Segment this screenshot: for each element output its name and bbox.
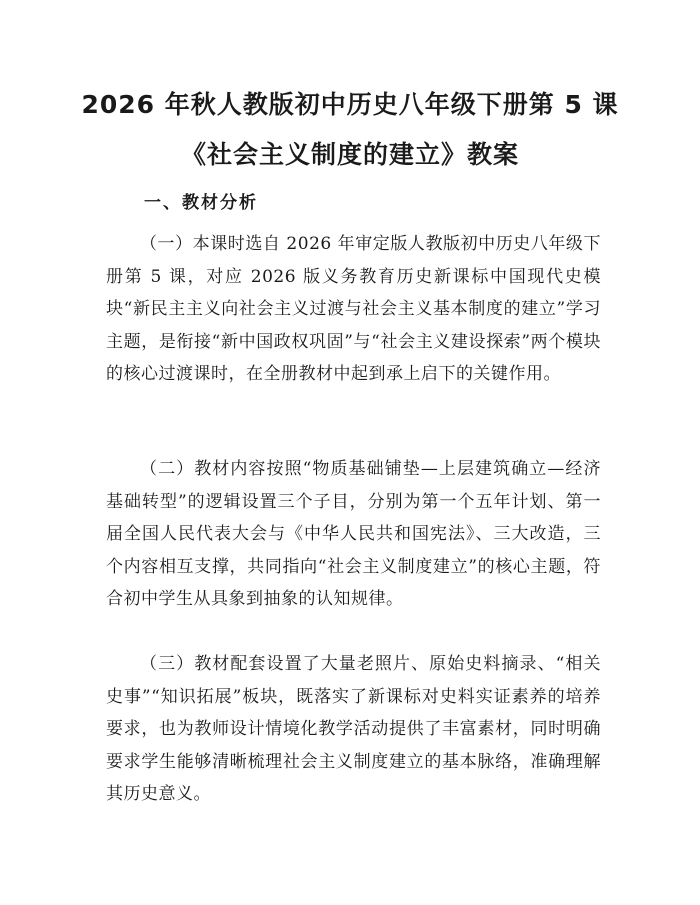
paragraph: （一）本课时选自 2026 年审定版人教版初中历史八年级下册第 5 课，对应 2026 版义务教育历史新课标中国现代史模块“新民主主义向社会主义过渡与社会主义基本制度的建立”学习主题，是衔接“新中国政权巩固”与“社会主义建设探索”两个模块的核心过渡课时，在全册教材中起到承上启下的关键作用。 [106,234,601,384]
paragraph: （二）教材内容按照“物质基础铺垫—上层建筑确立—经济基础转型”的逻辑设置三个子目，分别为第一个五年计划、第一届全国人民代表大会与《中华人民共和国宪法》、三大改造，三个内容相互支撑，共同指向“社会主义制度建立”的核心主题，符合初中学生从具象到抽象的认知规律。 [106,459,601,609]
document-title-line-1: 2026 年秋人教版初中历史八年级下册第 5 课 [81,90,619,119]
section-heading: 一、教材分析 [144,193,258,213]
paragraph: （三）教材配套设置了大量老照片、原始史料摘录、“相关史事”“知识拓展”板块，既落实了新课标对史料实证素养的培养要求，也为教师设计情境化教学活动提供了丰富素材，同时明确要求学生能够清晰梳理社会主义制度建立的基本脉络，准确理解其历史意义。 [106,654,601,804]
document-title-line-2: 《社会主义制度的建立》教案 [180,140,519,169]
